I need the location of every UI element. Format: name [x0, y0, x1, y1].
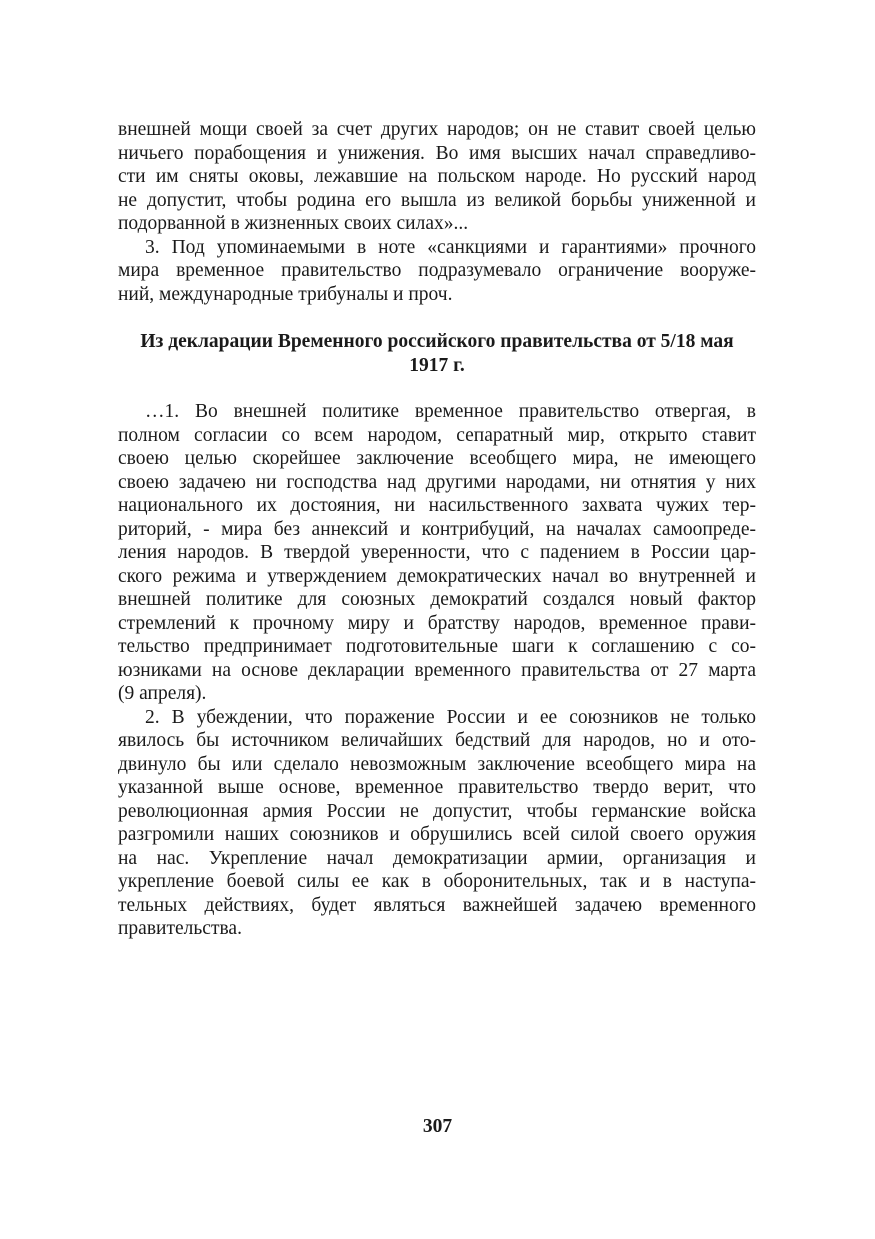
- text-line: …1. Во внешней политике временное правительство отвергая, в: [145, 401, 756, 422]
- text-line: укрепление боевой силы ее как в оборонительных, так и в наступа-: [118, 871, 756, 892]
- text-line: национального их достояния, ни насильственного захвата чужих тер-: [118, 495, 756, 516]
- text-line: разгромили наших союзников и обрушились всей силой своего оружия: [118, 824, 756, 845]
- heading-line: 1917 г.: [409, 354, 465, 376]
- text-line: тельных действиях, будет являться важнейшей задачею временного: [118, 894, 756, 916]
- text-line: двинуло бы или сделало невозможным заключение всеобщего мира на: [118, 753, 756, 775]
- text-line: стремлений к прочному миру и братству народов, временное прави-: [118, 612, 756, 634]
- text-line: полном согласии со всем народом, сепаратный мир, открыто ставит: [118, 424, 756, 446]
- text-line: (9 апреля).: [118, 683, 207, 704]
- document-page: [118, 118, 756, 941]
- page-number: 307: [422, 1116, 453, 1137]
- text-line: мира временное правительство подразумевало ограничение вооруже-: [118, 260, 756, 281]
- intro-paragraph: [118, 118, 756, 236]
- note-3-paragraph: [118, 236, 756, 307]
- text-line: своею задачею ни господства над другими народами, ни отнятия у них: [118, 471, 756, 493]
- text-line: 2. В убеждении, что поражение России и ее союзников не только: [145, 706, 756, 728]
- text-line: своею целью скорейшее заключение всеобщего мира, не имеющего: [118, 448, 756, 469]
- text-line: ний, международные трибуналы и проч.: [118, 283, 453, 305]
- text-line: внешней мощи своей за счет других народов; он не ставит своей целью: [118, 119, 756, 140]
- text-line: ничьего порабощения и унижения. Во имя высших начал справедливо-: [118, 142, 756, 164]
- text-line: правительства.: [118, 918, 242, 939]
- text-line: подорванной в жизненных своих силах»...: [118, 213, 469, 234]
- text-line: ления народов. В твердой уверенности, что с падением в России цар-: [118, 542, 756, 563]
- text-line: тельство предпринимает подготовительные шаги к соглашению с со-: [118, 636, 756, 657]
- text-line: сти им сняты оковы, лежавшие на польском народе. Но русский народ: [118, 166, 756, 187]
- declaration-paragraph-1: [118, 400, 756, 706]
- text-line: внешней политике для союзных демократий создался новый фактор: [118, 589, 756, 610]
- text-line: юзниками на основе декларации временного правительства от 27 марта: [118, 659, 756, 681]
- text-line: не допустит, чтобы родина его вышла из великой борьбы униженной и: [118, 189, 756, 211]
- text-line: 3. Под упоминаемыми в ноте «санкциями и гарантиями» прочного: [145, 236, 756, 258]
- text-line: революционная армия России не допустит, чтобы германские войска: [118, 800, 756, 822]
- text-line: указанной выше основе, временное правительство твердо верит, что: [118, 777, 756, 798]
- text-line: риторий, - мира без аннексий и контрибуций, на началах самоопреде-: [118, 518, 756, 540]
- section-heading: [118, 330, 756, 377]
- text-line: на нас. Укрепление начал демократизации армии, организация и: [118, 847, 756, 869]
- declaration-paragraph-2: [118, 706, 756, 941]
- text-line: явилось бы источником величайших бедствий для народов, но и ото-: [118, 730, 756, 751]
- text-line: ского режима и утверждением демократических начал во внутренней и: [118, 565, 756, 587]
- heading-line: Из декларации Временного российского правительства от 5/18 мая: [140, 331, 734, 352]
